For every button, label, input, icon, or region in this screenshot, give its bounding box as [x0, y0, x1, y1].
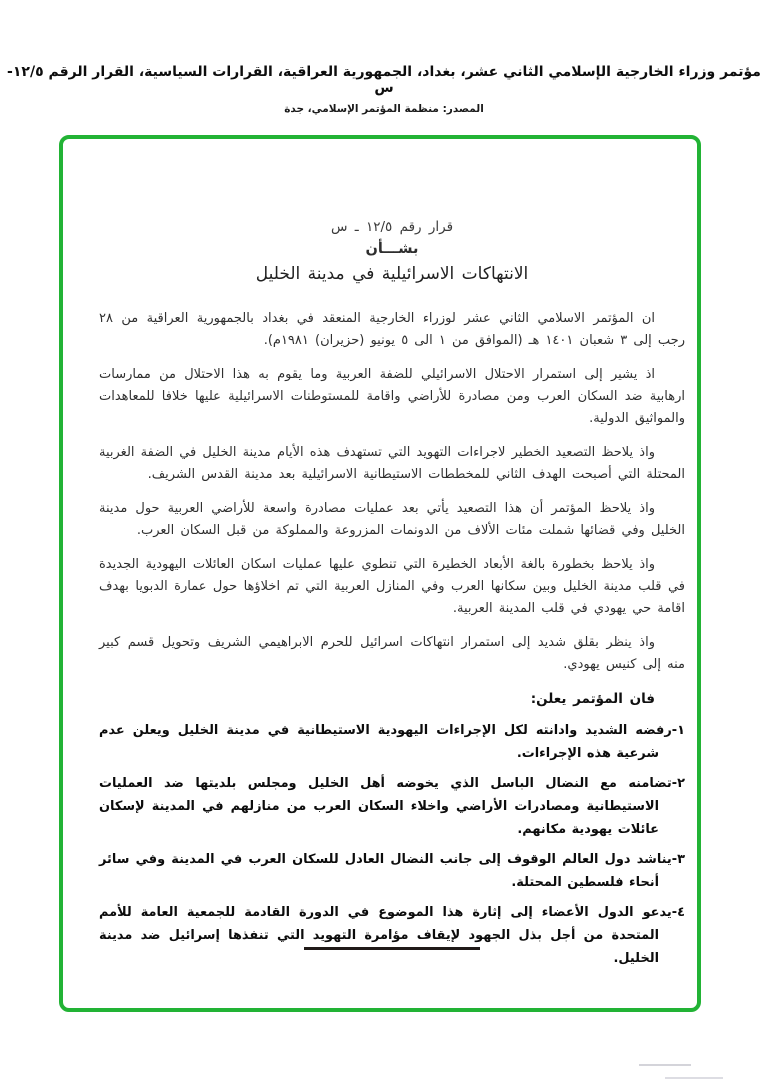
scan-artifact-mark	[665, 1077, 723, 1079]
resolution-subject: الانتهاكات الاسرائيلية في مدينة الخليل	[255, 264, 529, 284]
scan-artifact	[628, 1062, 723, 1080]
source-line: المصدر: منظمة المؤتمر الإسلامي، جدة	[284, 103, 484, 115]
resolution-number: قرار رقم ١٢/٥ ـ س	[330, 219, 454, 235]
end-divider	[304, 947, 480, 950]
preamble-paragraph-5: واذ يلاحظ بخطورة بالغة الأبعاد الخطيرة التي تنطوي عليها عمليات اسكان العائلات اليهودية الجديدة في قلب مدينة الخليل وبين سكانها العرب وفي المنازل العربية التي تم اخلاؤها حول عمارة الدبويا بهدف اقامة حي يهودي في قلب المدينة العربية.	[99, 557, 685, 616]
preamble-paragraph-4: واذ يلاحظ المؤتمر أن هذا التصعيد يأتي بعد عمليات مصادرة واسعة للأراضي العربية حول مدينة الخليل وفي قضائها شملت مئات الألاف من الدونمات المزروعة والمملوكة من قبل السكان العرب.	[99, 501, 685, 538]
declaration-intro: فان المؤتمر يعلن:	[530, 691, 655, 707]
preamble-paragraph-1: ان المؤتمر الاسلامي الثاني عشر لوزراء الخارجية المنعقد في بغداد بالجمهورية العراقية من ٢٨ رجب إلى ٣ شعبان ١٤٠١ هـ (الموافق من ١ الى ٥ يونيو (حزيران) ١٩٨١م).	[99, 311, 685, 348]
resolution-heading	[63, 219, 697, 284]
scan-artifact-mark	[639, 1064, 691, 1066]
preamble-paragraph-3: واذ يلاحظ التصعيد الخطير لاجراءات التهويد التي تستهدف هذه الأيام مدينة الخليل في الضفة الغربية المحتلة التي أصبحت الهدف الثاني للمخططات الاستيطانية الاسرائيلية بعد مدينة القدس الشريف.	[99, 445, 685, 482]
collection-title: مؤتمر وزراء الخارجية الإسلامي الثاني عشر، بغداد، الجمهورية العراقية، القرارات السياسية، القرار الرقم ١٢/٥- س	[7, 64, 761, 96]
page-header	[0, 64, 768, 115]
resolution-item-2: ٢-تضامنه مع النضال الباسل الذي يخوضه أهل الخليل ومجلس بلديتها ضد العمليات الاستيطانية ومصادرات الأراضي واخلاء السكان العرب من منازلهم في المدينة لإسكان عائلات يهودية مكانهم.	[99, 776, 685, 837]
preamble-paragraph-6: واذ ينظر بقلق شديد إلى استمرار انتهاكات اسرائيل للحرم الابراهيمي الشريف وتحويل قسم كبير منه إلى كنيس يهودي.	[99, 635, 685, 672]
resolution-regarding: بشـــأن	[365, 241, 419, 257]
resolution-item-1: ١-رفضه الشديد وادانته لكل الإجراءات اليهودية الاستيطانية في مدينة الخليل ويعلن عدم شرعية هذه الإجراءات.	[99, 723, 685, 761]
preamble-paragraph-2: اذ يشير إلى استمرار الاحتلال الاسرائيلي للضفة العربية وما يقوم به هذا الاحتلال من ممارسات ارهابية ضد السكان العرب ومن مصادرة للأراضي واقامة للمستوطنات الاسرائيلية عليها خلافا للمعاهدات والمواثيق الدولية.	[99, 367, 685, 426]
document-scan-frame	[59, 135, 701, 1012]
resolution-body	[63, 308, 697, 970]
resolution-item-3: ٣-يناشد دول العالم الوقوف إلى جانب النضال العادل للسكان العرب في المدينة وفي سائر أنحاء فلسطين المحتلة.	[99, 852, 685, 890]
resolution-item-4: ٤-يدعو الدول الأعضاء إلى إثارة هذا الموضوع في الدورة القادمة للجمعية العامة للأمم المتحدة من أجل بذل الجهود لإيقاف مؤامرة التهويد التي تنفذها إسرائيل ضد مدينة الخليل.	[99, 905, 685, 966]
